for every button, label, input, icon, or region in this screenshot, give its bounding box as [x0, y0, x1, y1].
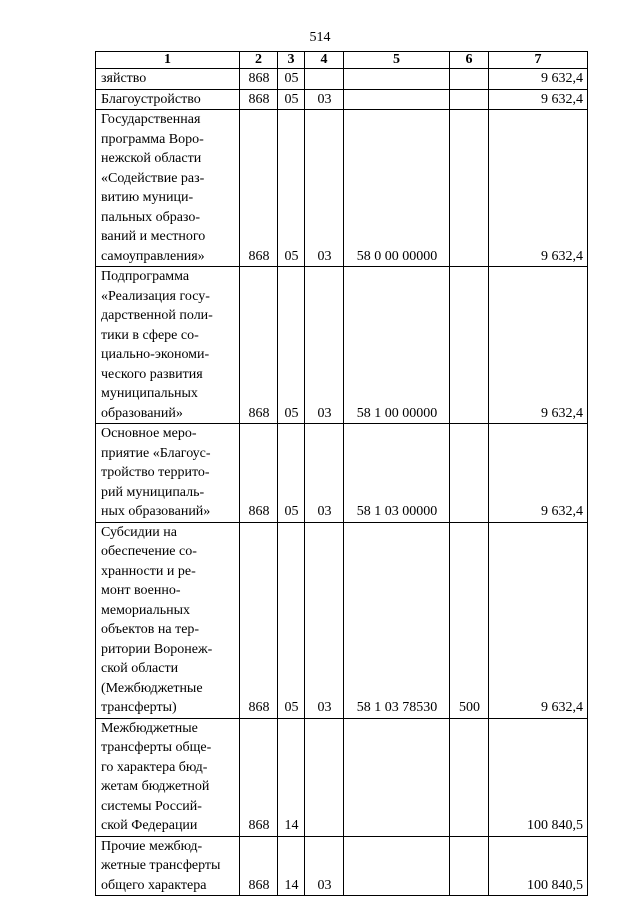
cell-col-4: 03	[305, 110, 344, 267]
column-header-6: 6	[450, 52, 489, 69]
column-header-1: 1	[96, 52, 240, 69]
column-header-7: 7	[489, 52, 588, 69]
row-name: Прочие межбюд- жетные трансферты общего характера	[96, 836, 240, 896]
cell-col-7: 9 632,4	[489, 424, 588, 523]
table-row	[96, 267, 588, 424]
cell-col-6	[450, 718, 489, 836]
cell-col-5: 58 0 00 00000	[344, 110, 450, 267]
cell-col-2: 868	[240, 424, 278, 523]
cell-col-6	[450, 267, 489, 424]
cell-col-4	[305, 69, 344, 90]
cell-col-7: 9 632,4	[489, 89, 588, 110]
row-name: Субсидии на обеспечение со- хранности и ре- монт военно- мемориальных объектов на тер- ритории Воронеж- ской области (Межбюджетные трансферты)	[96, 522, 240, 718]
cell-col-5: 58 1 03 00000	[344, 424, 450, 523]
cell-col-3: 05	[278, 267, 305, 424]
row-name: зяйство	[96, 69, 240, 90]
row-name: Основное меро- приятие «Благоус- тройство террито- рий муниципаль- ных образований»	[96, 424, 240, 523]
row-name: Государственная программа Воро- нежской области «Содействие раз- витию муници- пальных образо- ваний и местного самоуправления»	[96, 110, 240, 267]
cell-col-2: 868	[240, 89, 278, 110]
cell-col-6	[450, 110, 489, 267]
table-row	[96, 69, 588, 90]
cell-col-5	[344, 69, 450, 90]
cell-col-3: 05	[278, 424, 305, 523]
cell-col-5	[344, 836, 450, 896]
cell-col-5: 58 1 03 78530	[344, 522, 450, 718]
cell-col-6: 500	[450, 522, 489, 718]
cell-col-7: 100 840,5	[489, 718, 588, 836]
table-row	[96, 522, 588, 718]
cell-col-4	[305, 718, 344, 836]
cell-col-2: 868	[240, 836, 278, 896]
cell-col-2: 868	[240, 267, 278, 424]
cell-col-3: 05	[278, 89, 305, 110]
cell-col-6	[450, 69, 489, 90]
row-name: Подпрограмма «Реализация госу- дарственной поли- тики в сфере со- циально-экономи- ческого развития муниципальных образований»	[96, 267, 240, 424]
column-header-4: 4	[305, 52, 344, 69]
cell-col-2: 868	[240, 69, 278, 90]
row-name: Благоустройство	[96, 89, 240, 110]
cell-col-4: 03	[305, 522, 344, 718]
cell-col-2: 868	[240, 110, 278, 267]
cell-col-4: 03	[305, 836, 344, 896]
header-row	[96, 52, 588, 69]
cell-col-3: 14	[278, 836, 305, 896]
cell-col-6	[450, 89, 489, 110]
cell-col-4: 03	[305, 89, 344, 110]
cell-col-3: 14	[278, 718, 305, 836]
row-name: Межбюджетные трансферты обще- го характера бюд- жетам бюджетной системы Россий- ской Федерации	[96, 718, 240, 836]
cell-col-4: 03	[305, 424, 344, 523]
cell-col-7: 9 632,4	[489, 110, 588, 267]
cell-col-2: 868	[240, 718, 278, 836]
table-row	[96, 424, 588, 523]
column-header-2: 2	[240, 52, 278, 69]
cell-col-4: 03	[305, 267, 344, 424]
budget-table	[95, 51, 588, 896]
column-header-5: 5	[344, 52, 450, 69]
cell-col-6	[450, 836, 489, 896]
table-row	[96, 89, 588, 110]
table-row	[96, 836, 588, 896]
cell-col-5	[344, 89, 450, 110]
cell-col-7: 9 632,4	[489, 522, 588, 718]
cell-col-7: 9 632,4	[489, 69, 588, 90]
page-number: 514	[309, 30, 331, 45]
column-header-3: 3	[278, 52, 305, 69]
cell-col-3: 05	[278, 110, 305, 267]
cell-col-3: 05	[278, 522, 305, 718]
cell-col-5: 58 1 00 00000	[344, 267, 450, 424]
cell-col-6	[450, 424, 489, 523]
cell-col-7: 9 632,4	[489, 267, 588, 424]
table-row	[96, 110, 588, 267]
cell-col-3: 05	[278, 69, 305, 90]
cell-col-7: 100 840,5	[489, 836, 588, 896]
cell-col-2: 868	[240, 522, 278, 718]
table-row	[96, 718, 588, 836]
cell-col-5	[344, 718, 450, 836]
